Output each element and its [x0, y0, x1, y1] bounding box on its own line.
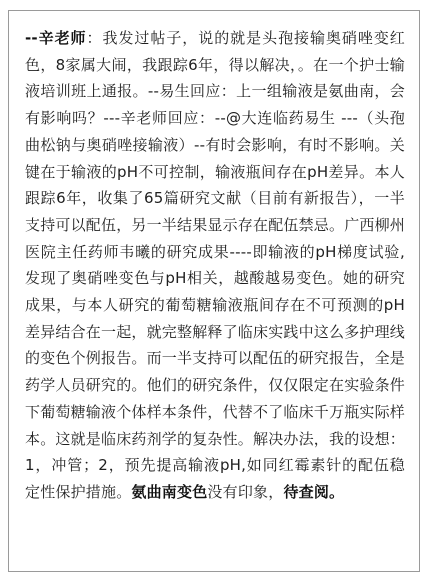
- post-text: [25, 25, 405, 506]
- highlight-aztreonam: 氨曲南变色: [131, 482, 208, 501]
- post-body-tail: 没有印象，: [207, 482, 284, 501]
- post-frame: [8, 10, 420, 572]
- highlight-to-check: 待查阅。: [283, 482, 345, 501]
- author-label: --辛老师: [25, 29, 87, 47]
- post-body: ：我发过帖子，说的就是头孢接输奥硝唑变红色，8家属大闹，我跟踪6年，得以解决，。在一个护士输液培训班上通报。--易生回应：上一组输液是氨曲南，会有影响吗？---辛老师回应：--@大连临药易生 ---（头孢曲松钠与奥硝唑接输液）--有时会影响，有时不影响。关键在于输液的pH不可控制，输液瓶间存在pH差异。本人跟踪6年，收集了65篇研究文献（目前有新报告），一半支持可以配伍，另一半结果显示存在配伍禁忌。广西柳州医院主任药师韦曦的研究成果----即输液的pH梯度试验,发现了奥硝唑变色与pH相关，越酸越易变色。她的研究成果，与本人研究的葡萄糖输液瓶间存在不可预测的pH差异结合在一起，就完整解释了临床实践中这么多护理线的变色个例报告。而一半支持可以配伍的研究报告，全是药学人员研究的。他们的研究条件，仅仅限定在实验条件下葡萄糖输液个体样本条件，代替不了临床千万瓶实际样本。这就是临床药剂学的复杂性。解决办法，我的设想：1，冲管；2，预先提高输液pH,如同红霉素针的配伍稳定性保护措施。: [25, 29, 406, 501]
